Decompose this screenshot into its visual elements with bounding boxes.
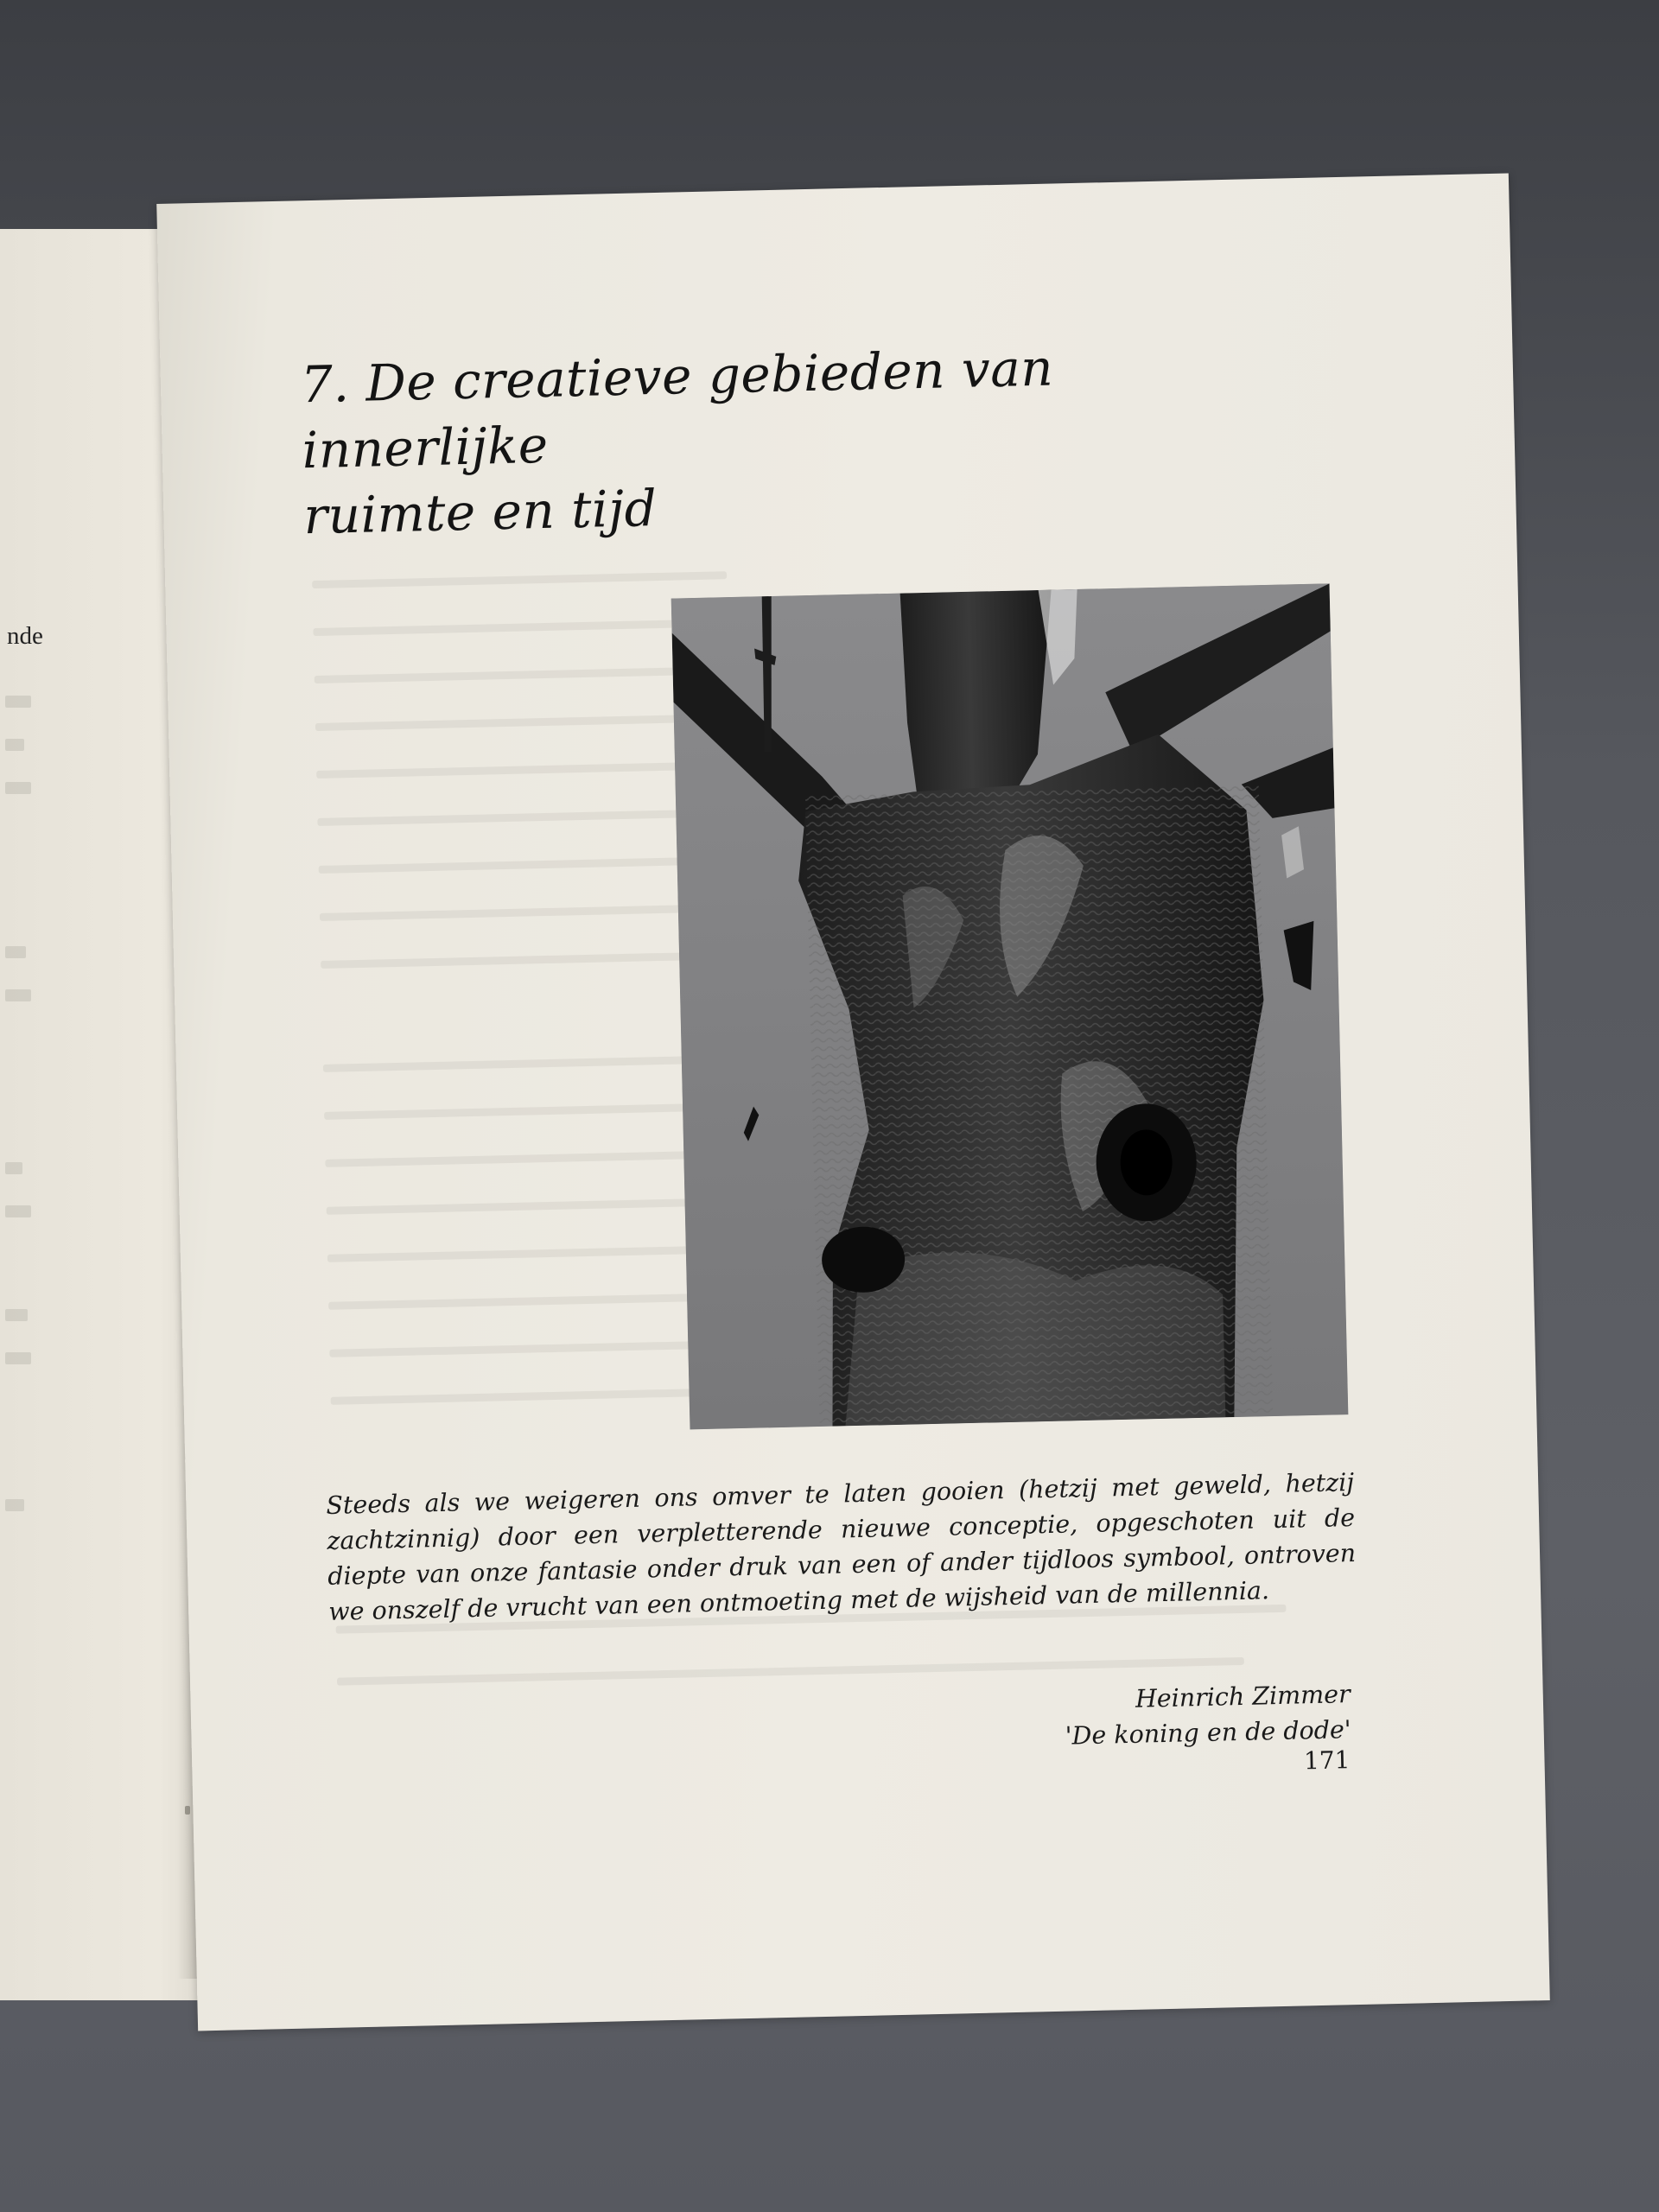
show-through-line [320, 905, 713, 921]
show-through-mark [5, 1499, 24, 1511]
show-through-line [315, 715, 713, 731]
show-through-line [319, 856, 725, 874]
show-through-line [321, 951, 727, 969]
show-through-line [316, 761, 722, 779]
epigraph-quote: Steeds als we weigeren ons omver te laten gooien (hetzij met geweld, hetzij zachtzinnig) door een verpletterende nieuwe conceptie, opgeschoten uit de diepte van onze fantasie onder druk van een of ander tijdloos symbool, ontroven we onszelf de vrucht van een ontmoeting met de wijsheid van de millennia. [326, 1467, 1357, 1626]
attribution-work: 'De koning en de dode' [1065, 1715, 1351, 1751]
tree-trunk-photo [671, 583, 1349, 1429]
show-through-mark [5, 782, 31, 794]
show-through-line [327, 1198, 724, 1214]
show-through-line [328, 1293, 730, 1310]
show-through-line [323, 1055, 734, 1072]
show-through-line [312, 571, 727, 588]
chapter-title: 7. De creatieve gebieden van innerlijke ruimte en tijd [300, 338, 1054, 546]
show-through-line [331, 1388, 724, 1404]
show-through-line [327, 1245, 734, 1262]
show-through-line [315, 666, 725, 683]
show-through-mark [5, 946, 26, 958]
epigraph-attribution [935, 1676, 1351, 1757]
tree-trunk-photo-icon [671, 583, 1349, 1429]
left-page-text-fragment: nde [7, 622, 43, 650]
show-through-line [313, 619, 719, 636]
show-through-line [317, 809, 719, 826]
show-through-mark [5, 696, 31, 708]
binding-stitch [185, 1806, 190, 1815]
show-through-mark [5, 1162, 22, 1174]
show-through-mark [5, 1309, 28, 1321]
show-through-line [329, 1340, 735, 1357]
show-through-mark [5, 1352, 31, 1364]
page-number: 171 [1303, 1745, 1351, 1776]
right-page [156, 174, 1550, 2031]
show-through-line [325, 1150, 731, 1167]
show-through-mark [5, 739, 24, 751]
show-through-line [324, 1103, 726, 1120]
show-through-mark [5, 1205, 31, 1217]
attribution-author: Heinrich Zimmer [1135, 1680, 1351, 1713]
show-through-mark [5, 989, 31, 1001]
